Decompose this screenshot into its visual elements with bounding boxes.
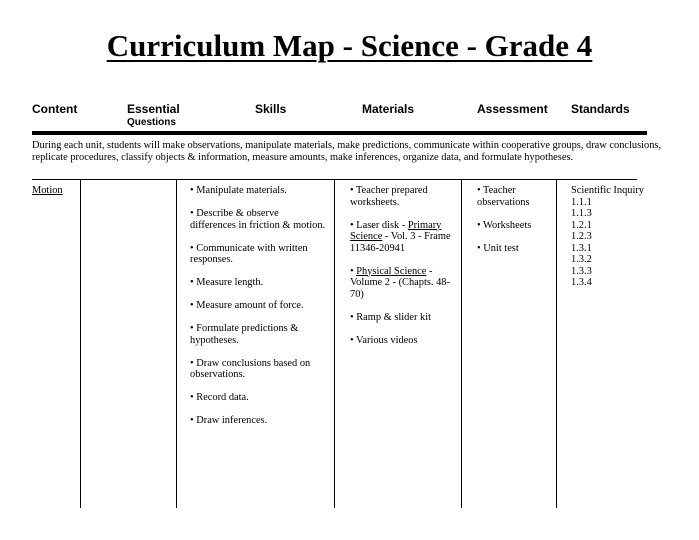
- column-divider: [461, 180, 462, 508]
- material-text: - Volume 2 - (Chapts. 48-70): [350, 265, 450, 300]
- content-topic: Motion: [32, 185, 63, 196]
- skill-item: • Manipulate materials.: [190, 185, 287, 196]
- standards-cell: [571, 185, 681, 289]
- header-assessment: Assessment: [477, 102, 548, 116]
- header-essential: Essential: [127, 102, 180, 116]
- column-divider: [334, 180, 335, 508]
- standard-code: 1.1.1: [571, 196, 592, 208]
- standard-code: 1.2.1: [571, 219, 592, 231]
- standard-code: 1.3.1: [571, 242, 592, 254]
- standard-code: 1.3.2: [571, 254, 592, 265]
- skill-item: • Draw conclusions based on observations.: [190, 357, 311, 380]
- skill-item: • Measure length.: [190, 277, 264, 288]
- intro-paragraph: During each unit, students will make observations, manipulate materials, make predictions, communicate within cooperative groups, draw conclusions, replicate procedures, classify objects & information, measure amounts, make inferences, organize data, and formulate hypotheses.: [32, 140, 662, 163]
- material-title: Physical Science: [356, 265, 427, 277]
- material-item: [350, 266, 458, 301]
- skill-item: • Draw inferences.: [190, 415, 268, 426]
- skill-item: • Communicate with written responses.: [190, 242, 308, 265]
- material-item: • Teacher prepared worksheets.: [350, 185, 428, 208]
- header-content: Content: [32, 102, 78, 116]
- page-title: Curriculum Map - Science - Grade 4: [106, 28, 593, 63]
- skill-item: • Describe & observe differences in friction & motion.: [190, 208, 326, 231]
- header-rule: [32, 131, 647, 135]
- skill-item: • Record data.: [190, 392, 249, 403]
- material-text: - Vol. 3 - Frame 11346-20941: [350, 231, 451, 254]
- column-divider: [80, 180, 81, 508]
- skill-item: • Measure amount of force.: [190, 300, 304, 311]
- standard-code: 1.3.3: [571, 265, 592, 277]
- material-text: •: [350, 265, 357, 277]
- column-divider: [556, 180, 557, 508]
- standard-code: 1.3.4: [571, 277, 592, 288]
- header-questions: Questions: [127, 117, 176, 128]
- assessment-item: • Worksheets: [477, 219, 532, 231]
- header-materials: Materials: [362, 102, 415, 116]
- material-text: • Laser disk -: [350, 219, 408, 231]
- material-item: [350, 220, 458, 255]
- material-title: Primary Science: [350, 219, 442, 242]
- assessment-item: • Unit test: [477, 242, 519, 254]
- header-skills: Skills: [255, 102, 287, 116]
- assessment-item: • Teacher observations: [477, 185, 530, 208]
- header-essential-questions: [127, 102, 180, 130]
- material-item: • Various videos: [350, 334, 418, 346]
- standard-code: 1.1.3: [571, 208, 592, 219]
- header-standards: Standards: [571, 102, 630, 116]
- skill-item: • Formulate predictions & hypotheses.: [190, 323, 299, 346]
- material-item: • Ramp & slider kit: [350, 311, 431, 323]
- content-cell: [32, 185, 78, 197]
- standards-heading: Scientific Inquiry: [571, 185, 645, 196]
- assessment-cell: [477, 185, 552, 266]
- skills-cell: [190, 185, 327, 438]
- column-divider: [176, 180, 177, 508]
- standard-code: 1.2.3: [571, 231, 592, 242]
- materials-cell: [350, 185, 458, 358]
